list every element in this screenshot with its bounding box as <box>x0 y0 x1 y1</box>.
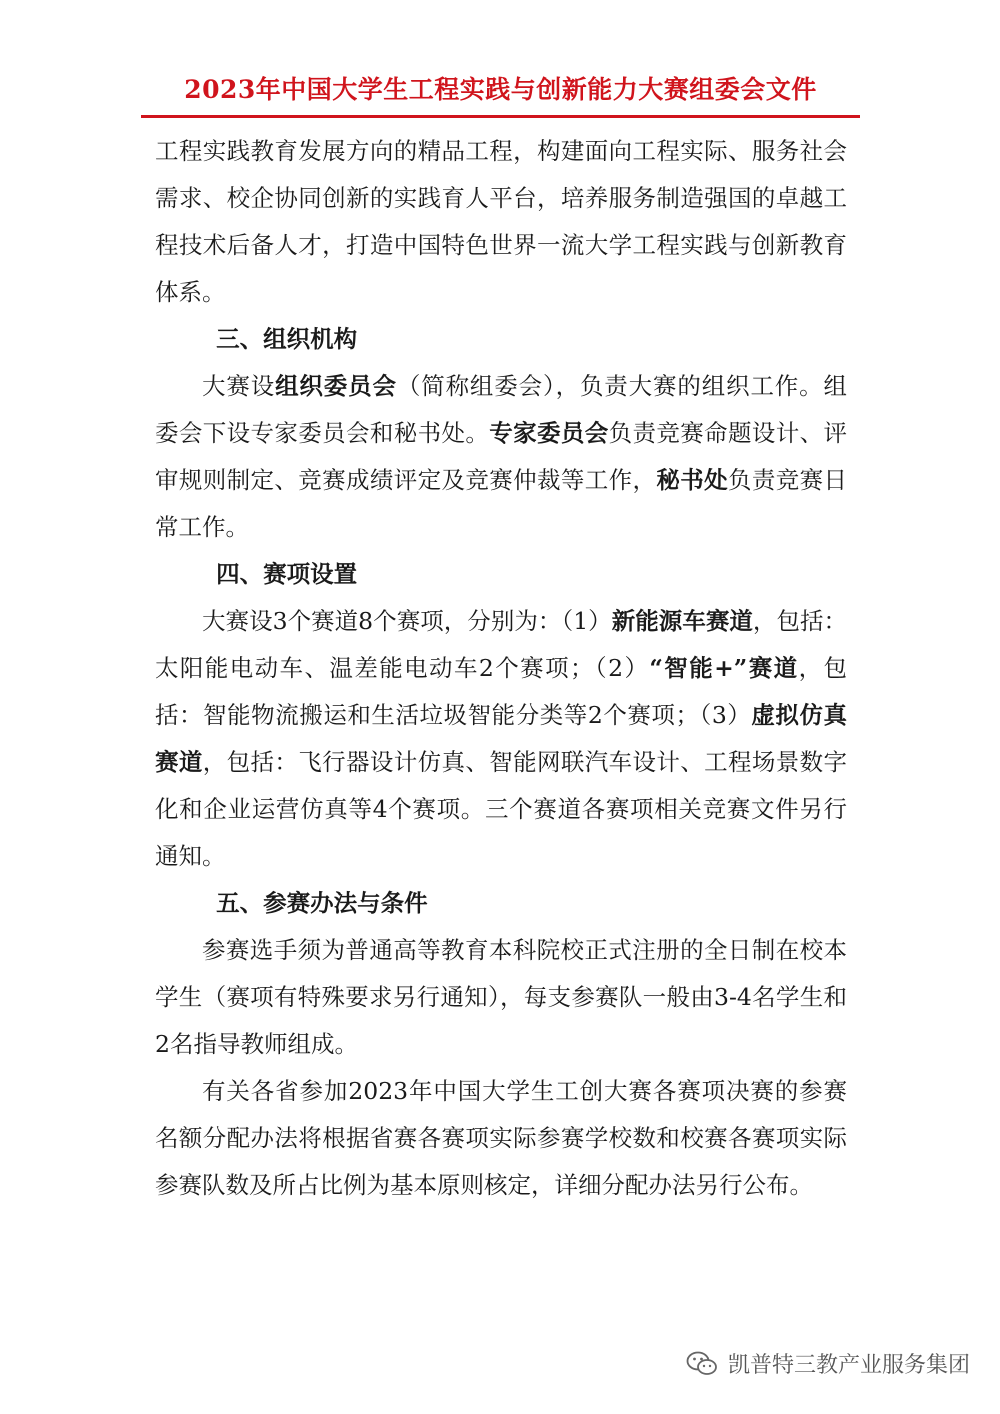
bold-term-committee: 组织委员会 <box>275 372 397 400</box>
paragraph-events <box>155 598 847 880</box>
text-run: 负责竞赛日常工作。 <box>155 466 847 541</box>
bold-term-experts: 专家委员会 <box>489 419 609 447</box>
text-run: 大赛设3个赛道8个赛项，分别为：（1） <box>202 607 612 635</box>
text-run: ，包括：飞行器设计仿真、智能网联汽车设计、工程场景数字化和企业运营仿真等4个赛项。三个赛道各赛项相关竞赛文件另行通知。 <box>155 748 847 870</box>
section-heading-events: 四、赛项设置 <box>216 560 358 588</box>
bold-term-virtual-track: 虚拟仿真赛道 <box>155 701 847 776</box>
bold-term-new-energy-track: 新能源车赛道 <box>611 607 753 635</box>
paragraph-quota: 有关各省参加2023年中国大学生工创大赛各赛项决赛的参赛名额分配办法将根据省赛各赛项实际参赛学校数和校赛各赛项实际参赛队数及所占比例为基本原则核定，详细分配办法另行公布。 <box>155 1077 847 1199</box>
text-run: （简称组委会），负责大赛的组织工作。组委会下设专家委员会和秘书处。 <box>155 372 848 447</box>
watermark-account-name: 凯普特三教产业服务集团 <box>727 1353 970 1378</box>
text-run: 大赛设 <box>202 372 276 400</box>
section-heading-organization: 三、组织机构 <box>216 325 358 353</box>
text-run: 负责竞赛命题设计、评审规则制定、竞赛成绩评定及竞赛仲裁等工作， <box>155 419 847 494</box>
bold-term-secretariat: 秘书处 <box>656 466 728 494</box>
section-heading-participation: 五、参赛办法与条件 <box>216 889 428 917</box>
header-divider <box>141 115 860 118</box>
paragraph-intro: 工程实践教育发展方向的精品工程，构建面向工程实际、服务社会需求、校企协同创新的实践育人平台，培养服务制造强国的卓越工程技术后备人才，打造中国特色世界一流大学工程实践与创新教育体系。 <box>155 137 847 306</box>
text-run: ，包括：智能物流搬运和生活垃圾智能分类等2个赛项；（3） <box>155 654 847 729</box>
bold-term-smart-track: “智能+”赛道 <box>649 654 799 682</box>
paragraph-eligibility: 参赛选手须为普通高等教育本科院校正式注册的全日制在校本学生（赛项有特殊要求另行通知），每支参赛队一般由3-4名学生和2名指导教师组成。 <box>155 936 847 1058</box>
document-header-title: 2023年中国大学生工程实践与创新能力大赛组委会文件 <box>184 75 817 104</box>
document-body <box>155 128 847 1209</box>
source-watermark <box>686 1348 970 1379</box>
text-run: ，包括：太阳能电动车、温差能电动车2个赛项；（2） <box>155 607 848 682</box>
wechat-icon <box>686 1350 718 1378</box>
paragraph-organization <box>155 363 847 551</box>
